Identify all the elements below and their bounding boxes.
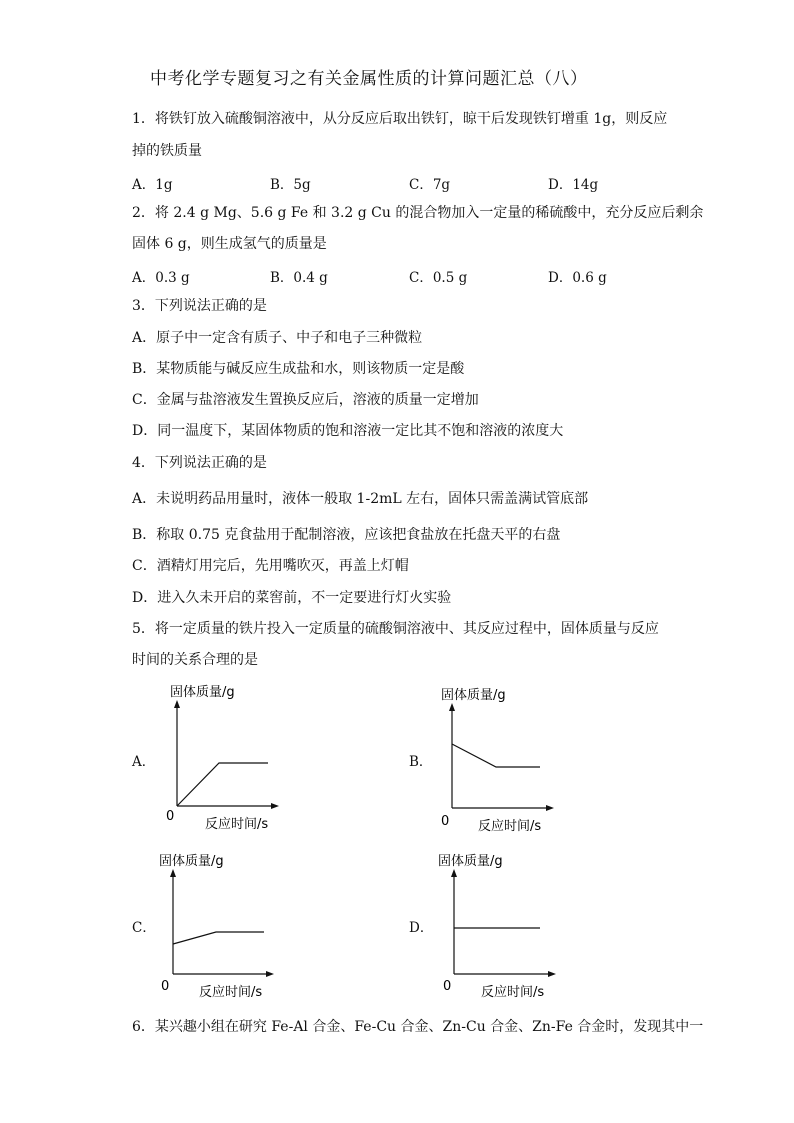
question-text: 时间的关系合理的是 bbox=[132, 652, 258, 668]
option-b: B．称取 0.75 克食盐用于配制溶液，应该把食盐放在托盘天平的右盘 bbox=[132, 527, 561, 543]
origin-label: 0 bbox=[166, 809, 175, 824]
x-axis-label: 反应时间/s bbox=[205, 817, 269, 830]
option-d: D．同一温度下，某固体物质的饱和溶液一定比其不饱和溶液的浓度大 bbox=[132, 423, 564, 439]
option-b: B．某物质能与碱反应生成盐和水，则该物质一定是酸 bbox=[132, 361, 465, 377]
x-axis-label: 反应时间/s bbox=[481, 985, 545, 1000]
graph-a bbox=[155, 680, 295, 830]
question-text: 1．将铁钉放入硫酸铜溶液中，从分反应后取出铁钉，晾干后发现铁钉增重 1g，则反应 bbox=[132, 111, 668, 127]
x-arrow bbox=[266, 971, 274, 977]
curve-line bbox=[173, 932, 264, 944]
curve-line bbox=[452, 744, 540, 767]
question-text: 掉的铁质量 bbox=[132, 143, 202, 159]
y-arrow bbox=[449, 703, 455, 711]
origin-label: 0 bbox=[441, 814, 450, 829]
question-text: 4．下列说法正确的是 bbox=[132, 455, 267, 471]
y-axis-label: 固体质量/g bbox=[438, 854, 503, 869]
option-d: D．进入久未开启的菜窖前，不一定要进行灯火实验 bbox=[132, 590, 452, 606]
question-text: 5．将一定质量的铁片投入一定质量的硫酸铜溶液中、其反应过程中，固体质量与反应 bbox=[132, 621, 659, 637]
graph-c bbox=[150, 846, 290, 1001]
y-arrow bbox=[170, 869, 176, 877]
option-c: C．7g bbox=[409, 177, 451, 193]
option-d: D．0.6 g bbox=[548, 270, 607, 286]
x-arrow bbox=[271, 803, 279, 809]
curve-line bbox=[177, 763, 268, 806]
option-b-letter: B． bbox=[409, 754, 433, 770]
y-arrow bbox=[451, 869, 457, 877]
page-title: 中考化学专题复习之有关金属性质的计算问题汇总（八） bbox=[150, 69, 588, 89]
question-text: 2．将 2.4 g Mg、5.6 g Fe 和 3.2 g Cu 的混合物加入一定量的稀硫酸中，充分反应后剩余 bbox=[132, 205, 704, 221]
x-axis-label: 反应时间/s bbox=[199, 985, 263, 1000]
origin-label: 0 bbox=[161, 979, 170, 994]
option-b: B．5g bbox=[270, 177, 311, 193]
y-axis-label: 固体质量/g bbox=[170, 685, 235, 700]
x-arrow bbox=[548, 971, 556, 977]
y-axis-label: 固体质量/g bbox=[441, 688, 506, 703]
option-d-letter: D． bbox=[409, 920, 434, 936]
option-a: A．0.3 g bbox=[132, 270, 190, 286]
option-b: B．0.4 g bbox=[270, 270, 328, 286]
graph-b bbox=[430, 680, 570, 835]
x-axis-label: 反应时间/s bbox=[478, 819, 542, 834]
option-a: A．1g bbox=[132, 177, 173, 193]
y-axis-label: 固体质量/g bbox=[159, 854, 224, 869]
option-a-letter: A． bbox=[132, 754, 156, 770]
option-c-letter: C． bbox=[132, 920, 156, 936]
option-a: A．未说明药品用量时，液体一般取 1-2mL 左右，固体只需盖满试管底部 bbox=[132, 491, 589, 507]
y-arrow bbox=[174, 700, 180, 708]
question-text: 固体 6 g，则生成氢气的质量是 bbox=[132, 236, 327, 252]
option-d: D．14g bbox=[548, 177, 599, 193]
graph-d bbox=[432, 846, 572, 1001]
option-c: C．金属与盐溶液发生置换反应后，溶液的质量一定增加 bbox=[132, 392, 479, 408]
option-c: C．酒精灯用完后，先用嘴吹灭，再盖上灯帽 bbox=[132, 558, 409, 574]
x-arrow bbox=[546, 805, 554, 811]
option-a: A．原子中一定含有质子、中子和电子三种微粒 bbox=[132, 330, 423, 346]
origin-label: 0 bbox=[443, 979, 452, 994]
question-text: 6．某兴趣小组在研究 Fe-Al 合金、Fe-Cu 合金、Zn-Cu 合金、Zn-Fe 合金时，发现其中一 bbox=[132, 1019, 704, 1035]
option-c: C．0.5 g bbox=[409, 270, 468, 286]
question-text: 3．下列说法正确的是 bbox=[132, 298, 267, 314]
